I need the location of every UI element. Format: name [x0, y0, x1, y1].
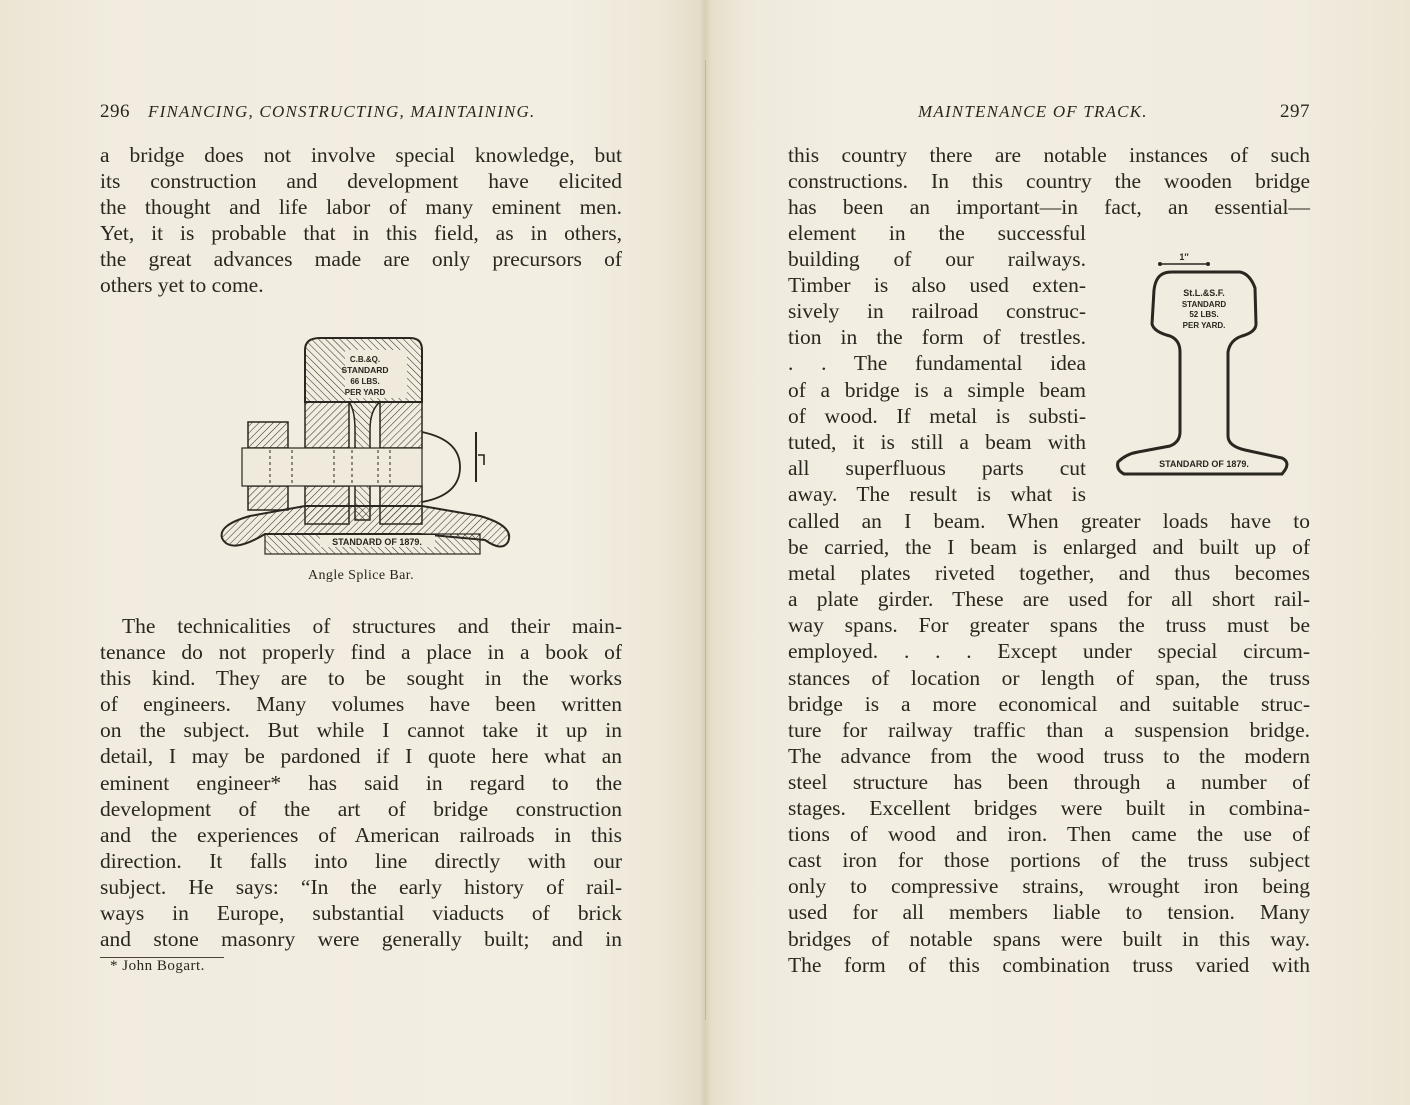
text-line: constructions. In this country the wooden bridge — [788, 169, 1310, 194]
left-running-head — [100, 100, 622, 124]
text-line: this country there are notable instances of such — [788, 143, 1310, 167]
text-line: The advance from the wood truss to the modern — [788, 743, 1310, 768]
text-line: . . The fundamental idea — [788, 351, 1086, 376]
page-number: 296 — [100, 101, 130, 122]
text-line: of a bridge is a simple beam — [788, 377, 1086, 402]
text-line: bridge is a more economical and suitable struc- — [788, 691, 1310, 716]
text-line: bridges of notable spans were built in this way. — [788, 926, 1310, 951]
text-line: Yet, it is probable that in this field, as in others, — [100, 221, 622, 246]
text-line: development of the art of bridge construction — [100, 796, 622, 821]
svg-text:C.B.&Q.: C.B.&Q. — [349, 355, 381, 364]
text-line: direction. It falls into line directly with our — [100, 848, 622, 873]
figure-caption: Angle Splice Bar. — [308, 568, 414, 583]
text-line: the thought and life labor of many eminent men. — [100, 195, 622, 220]
text-line: used for all members liable to tension. Many — [788, 900, 1310, 925]
text-line: the great advances made are only precursors of — [100, 247, 622, 272]
running-title: FINANCING, CONSTRUCTING, MAINTAINING. — [148, 102, 536, 121]
page-number: 297 — [1280, 101, 1310, 122]
text-line: its construction and development have elicited — [100, 169, 622, 194]
text-line: on the subject. But while I cannot take it up in — [100, 718, 622, 743]
text-line: and stone masonry were generally built; and in — [100, 927, 622, 952]
rail-profile-figure — [1110, 248, 1310, 488]
paragraph-wrapped — [788, 220, 1086, 507]
text-line: way spans. For greater spans the truss must be — [788, 613, 1310, 638]
text-line: of engineers. Many volumes have been written — [100, 692, 622, 717]
svg-text:PER YARD: PER YARD — [344, 388, 386, 397]
svg-text:STANDARD: STANDARD — [1181, 300, 1227, 309]
text-line: eminent engineer* has said in regard to the — [100, 770, 622, 795]
running-title: MAINTENANCE OF TRACK. — [918, 102, 1148, 121]
text-line: tion in the form of trestles. — [788, 325, 1086, 350]
text-line: The form of this combination truss varied with — [788, 952, 1310, 977]
text-line: stages. Excellent bridges were built in combina- — [788, 796, 1310, 821]
text-line: tuted, it is still a beam with — [788, 429, 1086, 454]
rail-profile-illustration — [1110, 248, 1310, 488]
text-line: this kind. They are to be sought in the works — [100, 666, 622, 691]
text-line: away. The result is what is — [788, 481, 1086, 506]
svg-text:52 LBS.: 52 LBS. — [1189, 310, 1219, 319]
paragraph-intro — [100, 142, 622, 299]
svg-text:PER YARD.: PER YARD. — [1182, 321, 1226, 330]
book-gutter — [705, 60, 706, 1020]
right-page — [788, 0, 1310, 1105]
svg-text:STANDARD OF 1879.: STANDARD OF 1879. — [1159, 459, 1249, 469]
text-line: tenance do not properly find a place in a book of — [100, 640, 622, 665]
text-line: has been an important—in fact, an essential— — [788, 195, 1310, 220]
left-page — [100, 0, 622, 1105]
text-line: building of our railways. — [788, 247, 1086, 272]
text-line: element in the successful — [788, 221, 1086, 245]
text-line: steel structure has been through a number of — [788, 769, 1310, 794]
svg-text:66 LBS.: 66 LBS. — [350, 377, 380, 386]
text-line: ture for railway traffic than a suspension bridge. — [788, 717, 1310, 742]
text-line: Timber is also used exten- — [788, 273, 1086, 298]
rail-cross-section-illustration — [210, 330, 530, 560]
footnote: * John Bogart. — [110, 958, 205, 974]
text-line: detail, I may be pardoned if I quote here what an — [100, 744, 622, 769]
text-line: employed. . . . Except under special circum- — [788, 639, 1310, 664]
svg-text:St.L.&S.F.: St.L.&S.F. — [1183, 288, 1225, 298]
text-line: stances of location or length of span, the truss — [788, 665, 1310, 690]
text-line: others yet to come. — [100, 273, 264, 298]
svg-text:STANDARD: STANDARD — [341, 365, 389, 375]
text-line: ways in Europe, substantial viaducts of brick — [100, 901, 622, 926]
text-line: sively in railroad construc- — [788, 299, 1086, 324]
text-line: a plate girder. These are used for all short rail- — [788, 587, 1310, 612]
text-line: The technicalities of structures and their main- — [122, 614, 622, 638]
text-line: only to compressive strains, wrought iron being — [788, 874, 1310, 899]
angle-splice-bar-figure — [210, 330, 530, 560]
paragraph-technicalities — [100, 613, 622, 952]
text-line: tions of wood and iron. Then came the use of — [788, 822, 1310, 847]
paragraph-i-beam — [788, 508, 1310, 978]
svg-text:STANDARD OF 1879.: STANDARD OF 1879. — [332, 537, 422, 547]
text-line: of wood. If metal is substi- — [788, 403, 1086, 428]
text-line: called an I beam. When greater loads have to — [788, 509, 1310, 533]
svg-text:1″: 1″ — [1179, 252, 1189, 262]
text-line: be carried, the I beam is enlarged and built up of — [788, 535, 1310, 560]
text-line: a bridge does not involve special knowledge, but — [100, 143, 622, 167]
text-line: and the experiences of American railroads in this — [100, 822, 622, 847]
text-line: subject. He says: “In the early history of rail- — [100, 874, 622, 899]
right-running-head — [788, 100, 1310, 124]
text-line: metal plates riveted together, and thus becomes — [788, 561, 1310, 586]
text-line: cast iron for those portions of the truss subject — [788, 848, 1310, 873]
text-line: all superfluous parts cut — [788, 455, 1086, 480]
paragraph-continued — [788, 142, 1310, 220]
